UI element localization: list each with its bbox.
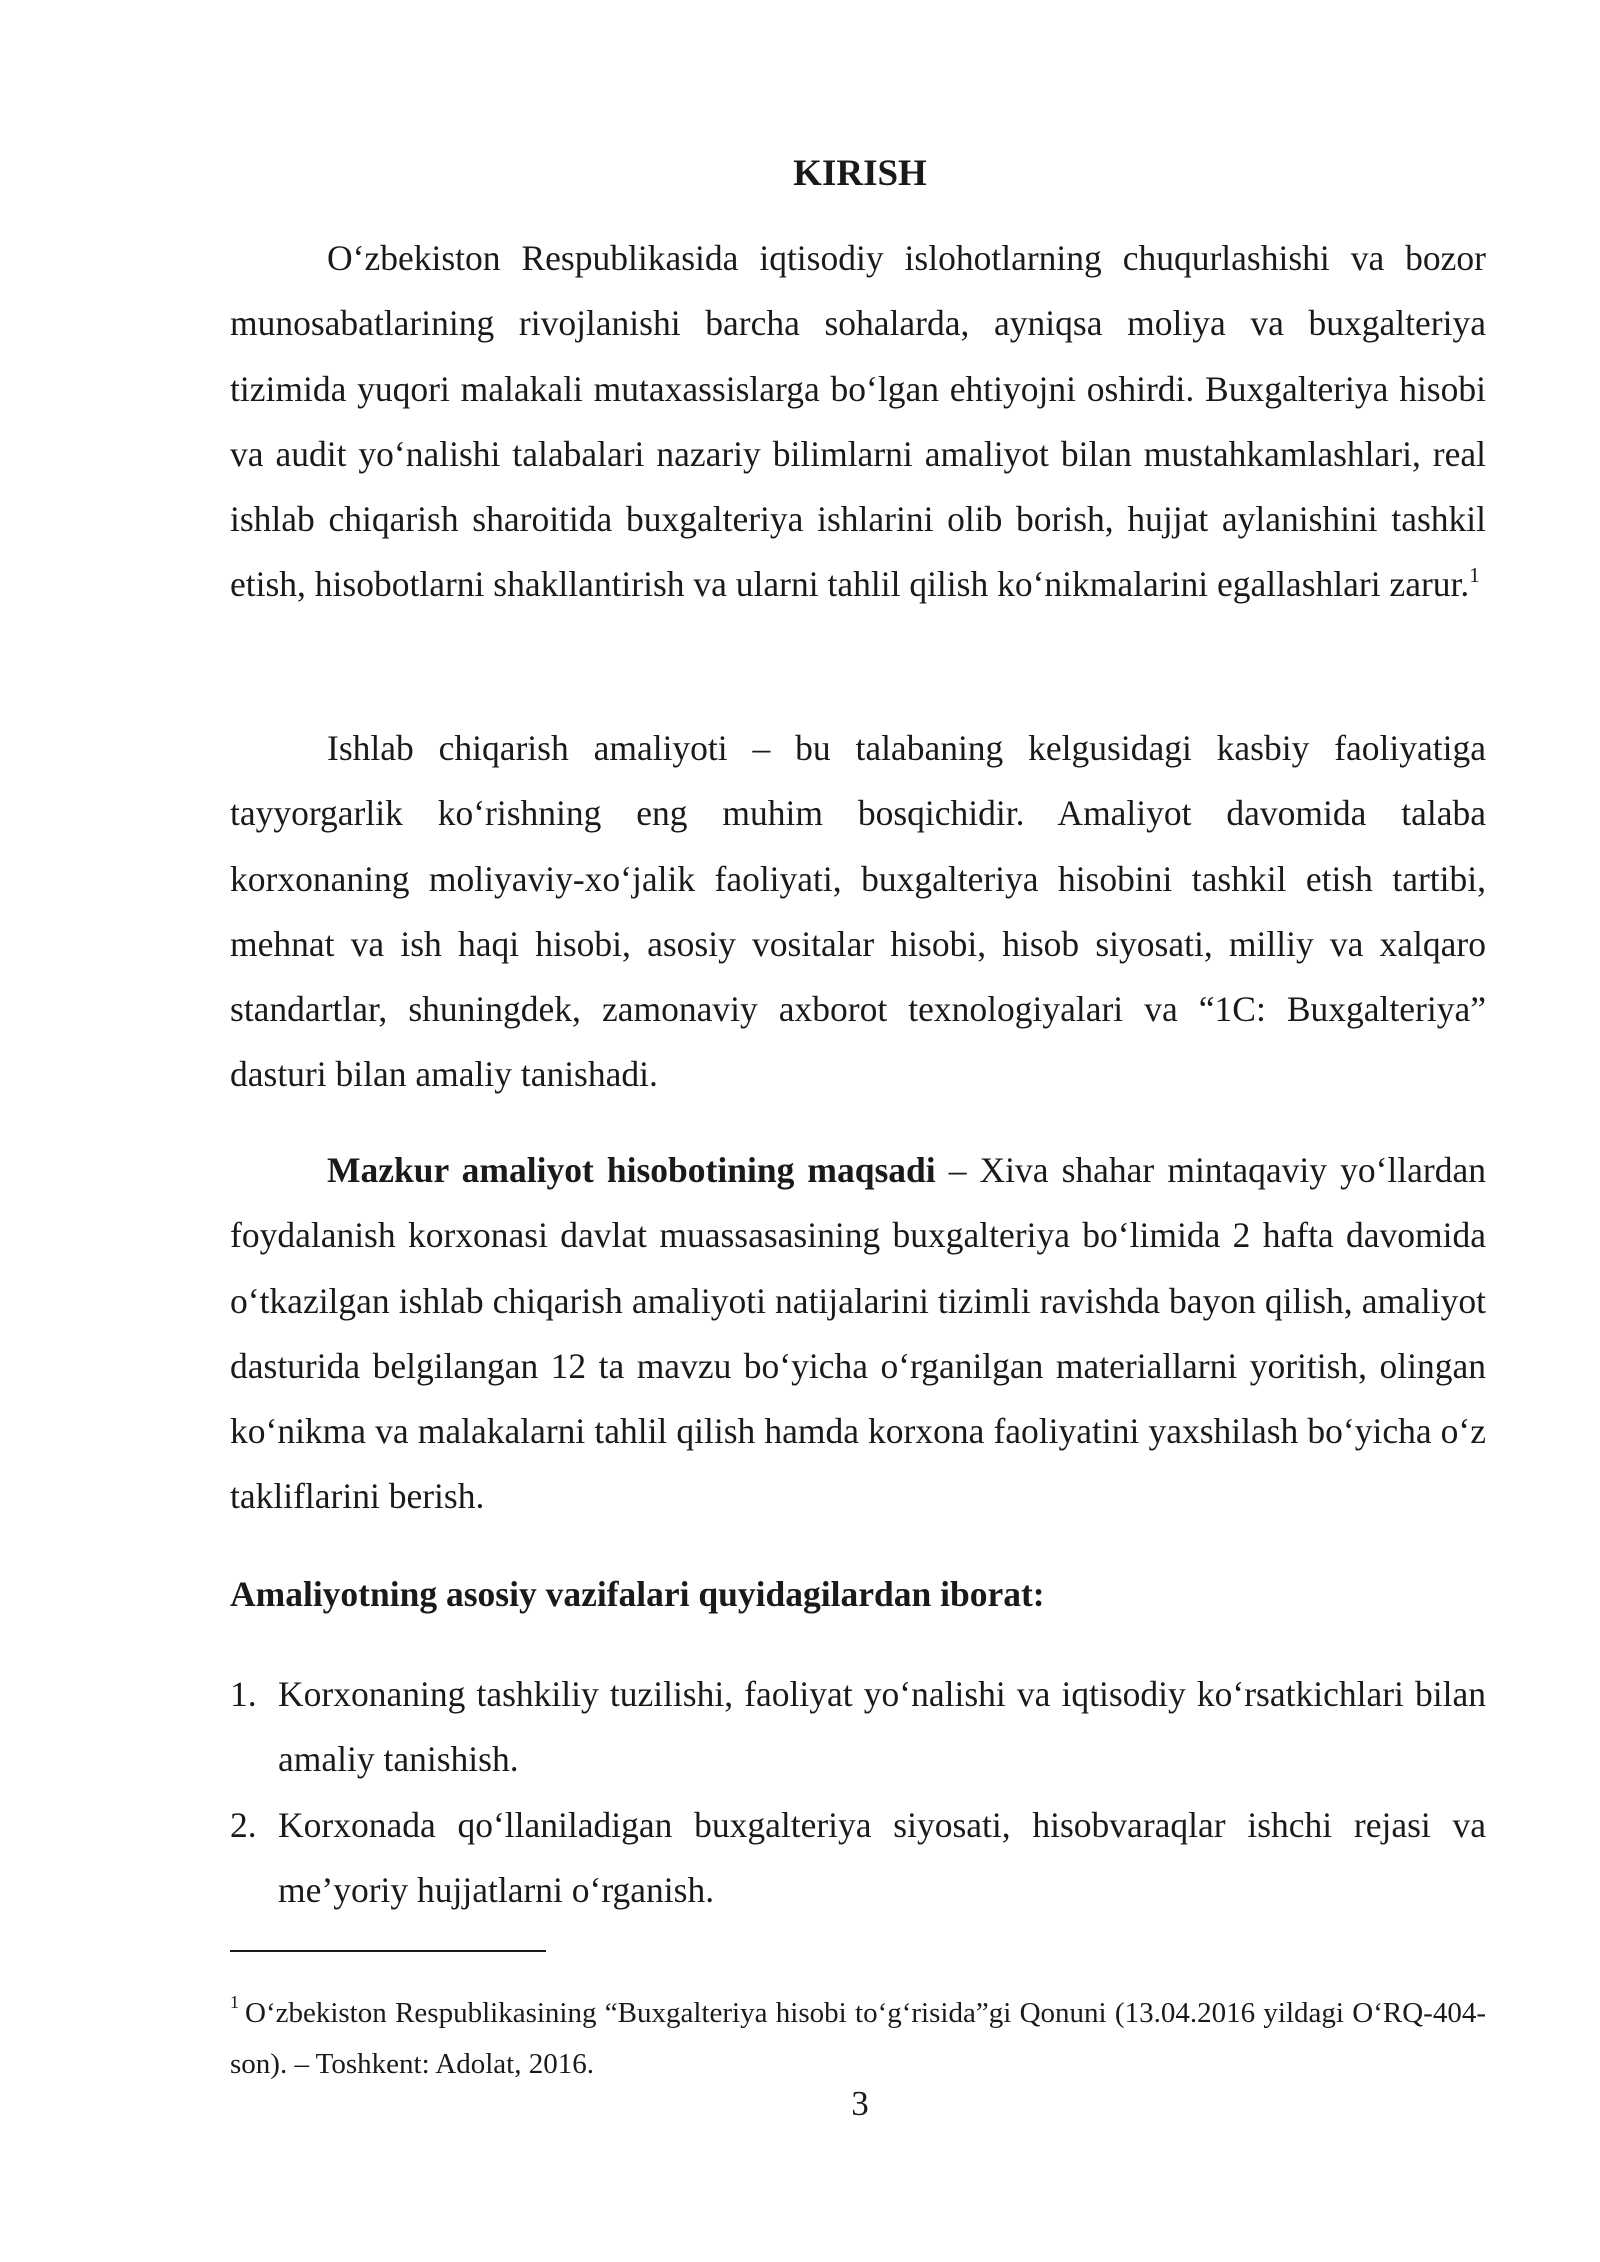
list-item-number: 1. bbox=[230, 1674, 257, 1714]
list-item bbox=[230, 1662, 1486, 1793]
paragraph-text: Ishlab chiqarish amaliyoti – bu talabaning kelgusidagi kasbiy faoliyatiga tayyorgarlik ko‘rishning eng muhim bosqichidir. Amaliyot davomida talaba korxonaning moliyaviy-xo‘jalik faoliyati, buxgalteriya hisobini tashkil etish tartibi, mehnat va ish haqi hisobi, asosiy vositalar hisobi, hisob siyosati, milliy va xalqaro standartlar, shuningdek, zamonaviy axborot texnologiyalari va “1C: Buxgalteriya” dasturi bilan amaliy tanishadi. bbox=[230, 728, 1486, 1095]
list-item-text: Korxonaning tashkiliy tuzilishi, faoliyat yo‘nalishi va iqtisodiy ko‘rsatkichlari bilan amaliy tanishish. bbox=[278, 1674, 1486, 1780]
list-item-number: 2. bbox=[230, 1804, 257, 1845]
list-item bbox=[230, 1793, 1486, 1924]
footnote-marker: 1 bbox=[230, 1992, 239, 2013]
list-item-text: Korxonada qo‘llaniladigan buxgalteriya siyosati, hisobvaraqlar ishchi rejasi va me’yoriy hujjatlarni o‘rganish. bbox=[278, 1804, 1486, 1910]
goal-lead-bold: Mazkur amaliyot hisobotining maqsadi bbox=[327, 1150, 936, 1190]
paragraph-text: – Xiva shahar mintaqaviy yo‘llardan foydalanish korxonasi davlat muassasasining buxgalteriya bo‘limida 2 hafta davomida o‘tkazilgan ishlab chiqarish amaliyoti natijalarini tizimli ravishda bayon qilish, amaliyot dasturida belgilangan 12 ta mavzu bo‘yicha o‘rganilgan materiallarni yoritish, olingan ko‘nikma va malakalarni tahlil qilish hamda korxona faoliyatini yaxshilash bo‘yicha o‘z takliflarini berish. bbox=[230, 1150, 1486, 1517]
section-heading: KIRISH bbox=[793, 153, 927, 194]
page-number: 3 bbox=[851, 2084, 869, 2123]
tasks-list bbox=[230, 1662, 1486, 1923]
intro-paragraph bbox=[230, 226, 1486, 618]
footnote-text: O‘zbekiston Respublikasining “Buxgalteriya hisobi to‘g‘risida”gi Qonuni (13.04.2016 yildagi O‘RQ-404-son). – Toshkent: Adolat, 2016. bbox=[230, 1997, 1486, 2080]
practice-paragraph bbox=[230, 716, 1486, 1108]
footnote bbox=[230, 1988, 1486, 2090]
footnote-reference[interactable]: 1 bbox=[1469, 562, 1480, 587]
goal-paragraph bbox=[230, 1138, 1486, 1530]
tasks-heading: Amaliyotning asosiy vazifalari quyidagilardan iborat: bbox=[230, 1574, 1045, 1614]
footnote-divider bbox=[230, 1950, 546, 1952]
paragraph-text: O‘zbekiston Respublikasida iqtisodiy islohotlarning chuqurlashishi va bozor munosabatlarining rivojlanishi barcha sohalarda, ayniqsa moliya va buxgalteriya tizimida yuqori malakali mutaxassislarga bo‘lgan ehtiyojni oshirdi. Buxgalteriya hisobi va audit yo‘nalishi talabalari nazariy bilimlarni amaliyot bilan mustahkamlashlari, real ishlab chiqarish sharoitida buxgalteriya ishlarini olib borish, hujjat aylanishini tashkil etish, hisobotlarni shakllantirish va ularni tahlil qilish ko‘nikmalarini egallashlari zarur. bbox=[230, 238, 1486, 605]
